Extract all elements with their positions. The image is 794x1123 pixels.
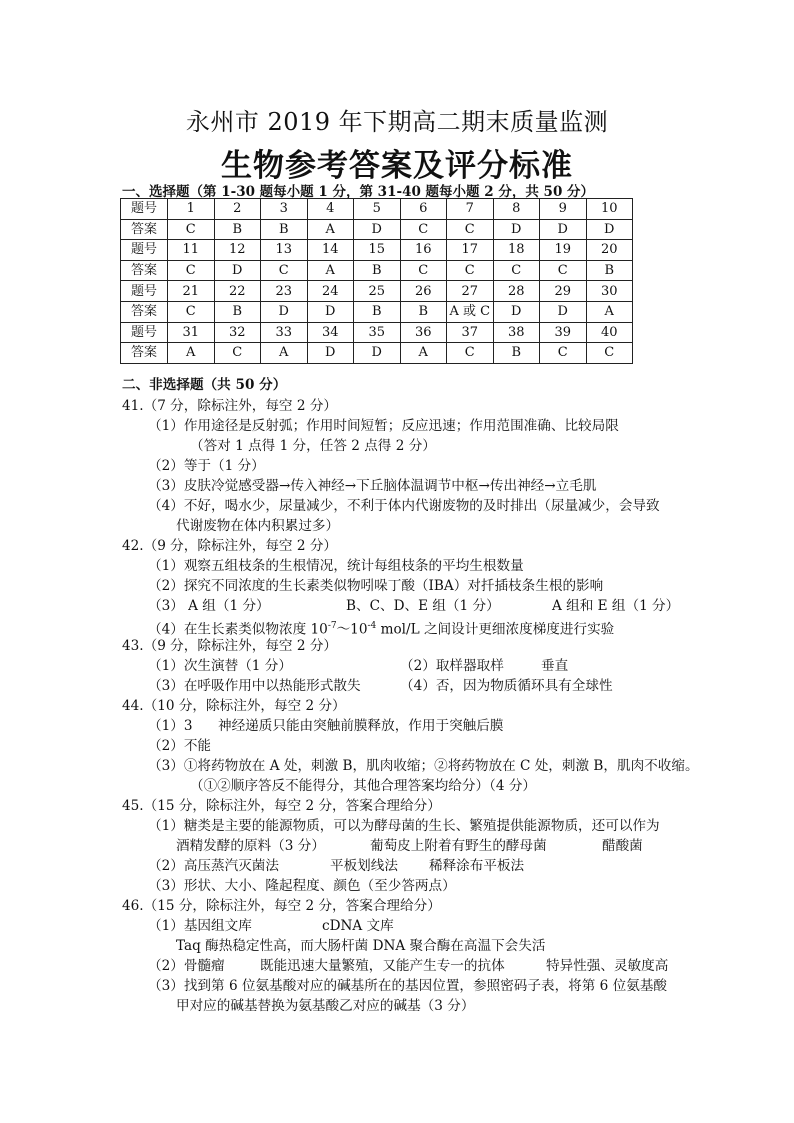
answer-table-cell: D — [354, 219, 401, 240]
answer-table-cell: 26 — [400, 281, 447, 302]
answer-table-cell: C — [447, 219, 494, 240]
section-2-heading: 二、非选择题（共 50 分） — [122, 377, 287, 393]
answer-table-cell: 28 — [493, 281, 540, 302]
answer-table-cell: C — [400, 260, 447, 281]
answer-table-cell: 23 — [261, 281, 308, 302]
q45-part2-b: 平板划线法 — [330, 858, 398, 874]
answer-table-cell: 30 — [586, 281, 633, 302]
q44-heading: 44.（10 分，除标注外，每空 2 分） — [122, 698, 346, 714]
answer-table-cell: 8 — [493, 199, 540, 220]
q42-part4-text-c: mol/L 之间设计更细浓度梯度进行实验 — [376, 621, 615, 638]
q45-part1-c: 醋酸菌 — [602, 838, 643, 854]
q43-part2-b: 垂直 — [541, 658, 569, 674]
answer-table-cell: B — [354, 301, 401, 322]
q42-part3-c: A 组和 E 组（1 分） — [552, 598, 680, 614]
answer-table-cell: C — [493, 260, 540, 281]
answer-table-cell: D — [540, 219, 587, 240]
answer-table-cell: 2 — [214, 199, 261, 220]
answer-table-cell: 9 — [540, 199, 587, 220]
q41-part4: （4）不好，喝水少，尿量减少，不利于体内代谢废物的及时排出（尿量减少，会导致 — [148, 498, 660, 514]
answer-table-cell: D — [540, 301, 587, 322]
answer-table-cell: 20 — [586, 240, 633, 261]
answer-table-cell: 13 — [261, 240, 308, 261]
answer-table-cell: C — [400, 219, 447, 240]
answer-table-cell: 18 — [493, 240, 540, 261]
q44-part2: （2）不能 — [148, 738, 212, 754]
answer-table-row — [121, 260, 633, 281]
section-1-heading: 一、选择题（第 1-30 题每小题 1 分，第 31-40 题每小题 2 分，共 50 分） — [122, 184, 595, 200]
q41-part3: （3）皮肤冷觉感受器→传入神经→下丘脑体温调节中枢→传出神经→立毛肌 — [148, 478, 597, 494]
answer-table-cell: 12 — [214, 240, 261, 261]
answer-table-cell: D — [354, 343, 401, 364]
answer-table-cell: C — [214, 343, 261, 364]
answer-key-title: 生物参考答案及评分标准 — [221, 148, 573, 184]
answer-table-cell: C — [447, 343, 494, 364]
q46-part1-a: （1）基因组文库 — [148, 918, 252, 934]
q46-part1-b: cDNA 文库 — [322, 918, 394, 934]
answer-table-cell: 37 — [447, 322, 494, 343]
q45-part1-cont: 酒精发酵的原料（3 分） — [176, 838, 325, 854]
q41-part1: （1）作用途径是反射弧；作用时间短暂；反应迅速；作用范围准确、比较局限 — [148, 418, 619, 434]
answer-table-cell: B — [400, 301, 447, 322]
answer-table-cell: 40 — [586, 322, 633, 343]
answer-table-cell: 35 — [354, 322, 401, 343]
answer-table-row-header: 题号 — [121, 199, 168, 220]
answer-table-cell: B — [586, 260, 633, 281]
answer-table-cell: C — [168, 260, 215, 281]
q42-part3-a: （3） A 组（1 分） — [148, 598, 270, 614]
answer-table-cell: C — [540, 343, 587, 364]
answer-table-cell: A — [400, 343, 447, 364]
answer-table-row — [121, 219, 633, 240]
q42-part3-b: B、C、D、E 组（1 分） — [346, 598, 500, 614]
answer-table-cell: C — [540, 260, 587, 281]
q44-part3: （3）①将药物放在 A 处，刺激 B，肌肉收缩；②将药物放在 C 处，刺激 B，肌肉不收缩。 — [148, 758, 699, 774]
answer-table-cell: 1 — [168, 199, 215, 220]
q42-heading: 42.（9 分，除标注外，每空 2 分） — [122, 538, 338, 554]
answer-table-cell: B — [214, 301, 261, 322]
q42-part1: （1）观察五组枝条的生根情况，统计每组枝条的平均生根数量 — [148, 558, 524, 574]
answer-table-row-header: 答案 — [121, 301, 168, 322]
answer-table-cell: 6 — [400, 199, 447, 220]
answer-table-cell: B — [214, 219, 261, 240]
q45-heading: 45.（15 分，除标注外，每空 2 分，答案合理给分） — [122, 798, 441, 814]
q41-part4-cont: 代谢废物在体内积累过多） — [176, 518, 340, 534]
answer-table-cell: A — [307, 260, 354, 281]
answer-table-row — [121, 301, 633, 322]
q45-part1-b: 葡萄皮上附着有野生的酵母菌 — [370, 838, 547, 854]
answer-table-cell: 10 — [586, 199, 633, 220]
answer-table-row — [121, 343, 633, 364]
answer-table-cell: 39 — [540, 322, 587, 343]
answer-table-cell: 32 — [214, 322, 261, 343]
q44-part3-note: （①②顺序答反不能得分，其他合理答案均给分）（4 分） — [190, 778, 537, 794]
answer-table-cell: A 或 C — [447, 301, 494, 322]
answer-table-cell: 19 — [540, 240, 587, 261]
q44-part1-b: 神经递质只能由突触前膜释放，作用于突触后膜 — [218, 718, 504, 734]
q43-part3: （3）在呼吸作用中以热能形式散失 — [148, 678, 361, 694]
answer-table — [120, 198, 633, 364]
answer-table-cell: 3 — [261, 199, 308, 220]
exam-title: 永州市 2019 年下期高二期末质量监测 — [185, 108, 609, 136]
answer-table-cell: 16 — [400, 240, 447, 261]
answer-table-cell: A — [168, 343, 215, 364]
answer-table-row-header: 题号 — [121, 322, 168, 343]
answer-table-cell: 29 — [540, 281, 587, 302]
answer-table-cell: 24 — [307, 281, 354, 302]
answer-table-cell: C — [168, 301, 215, 322]
answer-table-cell: 36 — [400, 322, 447, 343]
q43-part2: （2）取样器取样 — [400, 658, 504, 674]
answer-table-cell: 33 — [261, 322, 308, 343]
answer-table-row-header: 题号 — [121, 240, 168, 261]
answer-table-cell: 38 — [493, 322, 540, 343]
q42-exponent-2: -4 — [367, 621, 377, 631]
q46-part3-cont: 甲对应的碱基替换为氨基酸乙对应的碱基（3 分） — [176, 998, 475, 1014]
answer-table-row — [121, 322, 633, 343]
answer-table-cell: 14 — [307, 240, 354, 261]
q45-part1: （1）糖类是主要的能源物质，可以为酵母菌的生长、繁殖提供能源物质，还可以作为 — [148, 818, 660, 834]
q41-part2: （2）等于（1 分） — [148, 458, 265, 474]
q43-part4: （4）否，因为物质循环具有全球性 — [400, 678, 613, 694]
q43-heading: 43.（9 分，除标注外，每空 2 分） — [122, 638, 338, 654]
answer-table-row — [121, 281, 633, 302]
answer-table-cell: C — [261, 260, 308, 281]
q41-heading: 41.（7 分，除标注外，每空 2 分） — [122, 398, 338, 414]
answer-table-row-header: 答案 — [121, 260, 168, 281]
q46-part1-c: Taq 酶热稳定性高，而大肠杆菌 DNA 聚合酶在高温下会失活 — [176, 938, 546, 954]
q42-exponent-1: -7 — [327, 621, 337, 631]
answer-table-cell: 15 — [354, 240, 401, 261]
answer-table-cell: 25 — [354, 281, 401, 302]
answer-table-cell: C — [168, 219, 215, 240]
q45-part2-a: （2）高压蒸汽灭菌法 — [148, 858, 279, 874]
q42-part2: （2）探究不同浓度的生长素类似物吲哚丁酸（IBA）对扦插枝条生根的影响 — [148, 578, 604, 594]
answer-table-cell: 7 — [447, 199, 494, 220]
answer-table-cell: D — [261, 301, 308, 322]
answer-table-row-header: 答案 — [121, 343, 168, 364]
q45-part3: （3）形状、大小、隆起程度、颜色（至少答两点） — [148, 878, 456, 894]
q43-part1: （1）次生演替（1 分） — [148, 658, 292, 674]
q46-part3: （3）找到第 6 位氨基酸对应的碱基所在的基因位置，参照密码子表，将第 6 位氨基酸 — [148, 978, 668, 994]
answer-table-cell: B — [493, 343, 540, 364]
q45-part2-c: 稀释涂布平板法 — [429, 858, 525, 874]
answer-table-row — [121, 240, 633, 261]
answer-table-cell: 5 — [354, 199, 401, 220]
answer-table-cell: 11 — [168, 240, 215, 261]
answer-table-cell: D — [307, 343, 354, 364]
answer-table-cell: D — [493, 301, 540, 322]
q46-part2-a: （2）骨髓瘤 — [148, 958, 225, 974]
q46-part2-b: 既能迅速大量繁殖，又能产生专一的抗体 — [260, 958, 505, 974]
answer-table-cell: B — [354, 260, 401, 281]
answer-table-cell: C — [447, 260, 494, 281]
q42-part4-text-a: （4）在生长素类似物浓度 10 — [148, 621, 328, 638]
answer-table-cell: 27 — [447, 281, 494, 302]
answer-table-cell: D — [214, 260, 261, 281]
answer-table-cell: A — [586, 301, 633, 322]
answer-table-cell: C — [586, 343, 633, 364]
answer-table-row — [121, 199, 633, 220]
q44-part1-a: （1）3 — [148, 718, 193, 734]
answer-table-cell: 31 — [168, 322, 215, 343]
answer-table-cell: 21 — [168, 281, 215, 302]
q46-part2-c: 特异性强、灵敏度高 — [546, 958, 669, 974]
answer-table-cell: A — [261, 343, 308, 364]
answer-table-cell: D — [586, 219, 633, 240]
answer-table-cell: D — [493, 219, 540, 240]
answer-table-cell: A — [307, 219, 354, 240]
answer-table-row-header: 答案 — [121, 219, 168, 240]
answer-table-cell: 34 — [307, 322, 354, 343]
q42-part4-text-b: ～10 — [336, 621, 368, 638]
answer-table-cell: 22 — [214, 281, 261, 302]
answer-table-cell: D — [307, 301, 354, 322]
answer-table-row-header: 题号 — [121, 281, 168, 302]
answer-table-cell: 4 — [307, 199, 354, 220]
q46-heading: 46.（15 分，除标注外，每空 2 分，答案合理给分） — [122, 898, 441, 914]
answer-table-cell: B — [261, 219, 308, 240]
answer-table-cell: 17 — [447, 240, 494, 261]
q42-part4 — [148, 617, 614, 639]
q41-part1-note: （答对 1 点得 1 分，任答 2 点得 2 分） — [190, 438, 436, 454]
